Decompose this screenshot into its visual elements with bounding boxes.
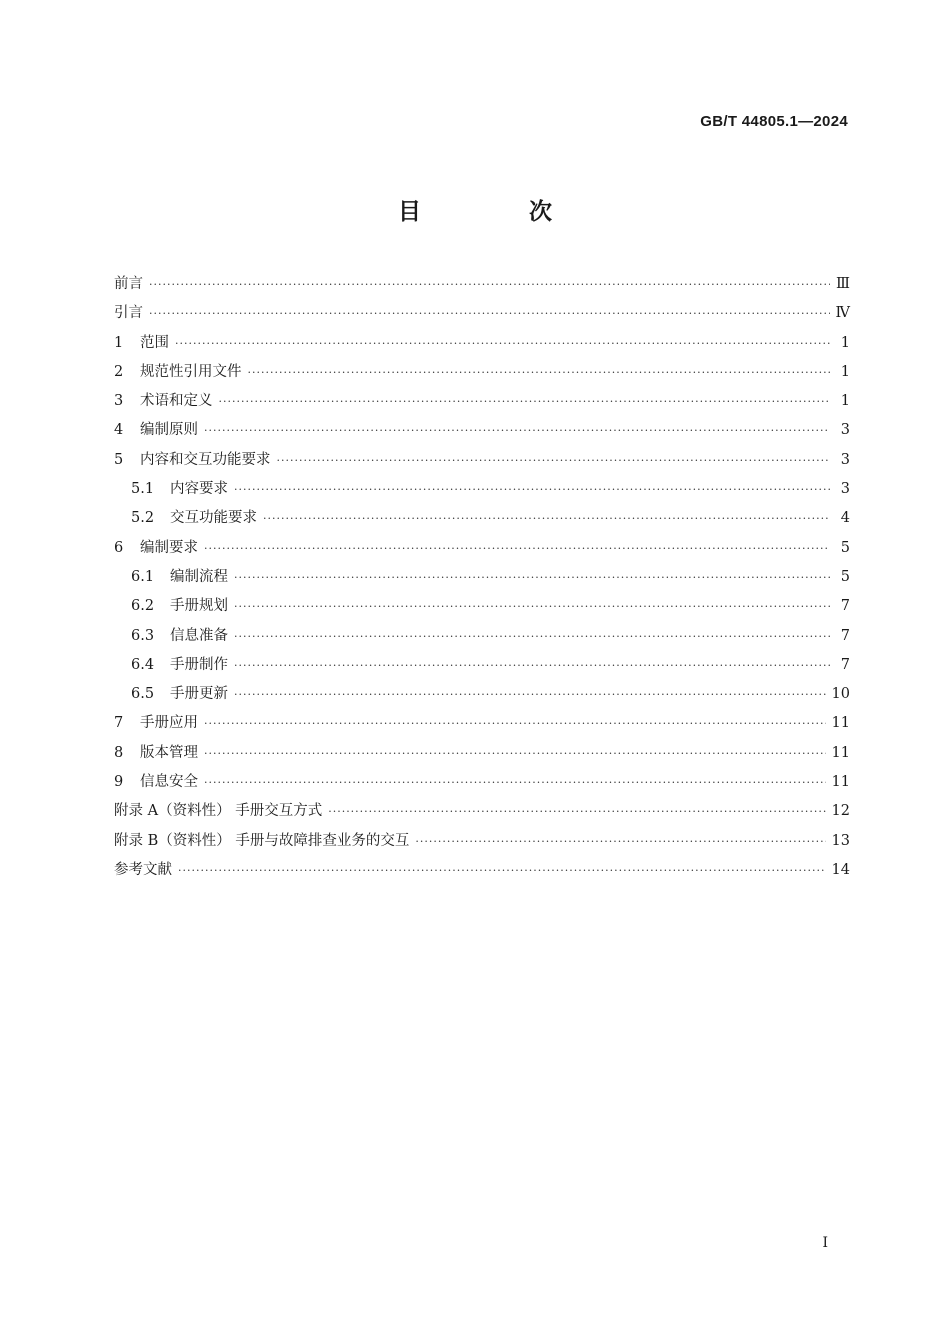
- toc-leader-dots: [263, 504, 830, 533]
- toc-item-6-1[interactable]: [114, 563, 850, 592]
- toc-item-page: 4: [840, 510, 850, 527]
- toc-leader-dots: [234, 475, 830, 504]
- toc-item-appendix-a[interactable]: [114, 797, 850, 826]
- toc-item-label: 交互功能要求: [170, 510, 257, 527]
- toc-leader-dots: [149, 270, 830, 299]
- toc-item-page: 7: [840, 656, 850, 673]
- toc-item-label: 编制流程: [170, 568, 228, 585]
- toc-item-page: 7: [840, 627, 850, 644]
- toc-item-label: 信息安全: [140, 774, 198, 791]
- toc-leader-dots: [175, 329, 830, 358]
- toc-item-6-4[interactable]: [114, 651, 850, 680]
- table-of-contents: [114, 270, 850, 885]
- toc-item-label: 信息准备: [170, 627, 228, 644]
- toc-leader-dots: [219, 387, 831, 416]
- toc-item-page: 12: [831, 803, 850, 820]
- toc-item-page: 10: [831, 686, 850, 703]
- toc-leader-dots: [234, 622, 830, 651]
- toc-leader-dots: [234, 563, 830, 592]
- toc-item-page: 11: [831, 774, 850, 791]
- toc-item-page: 3: [840, 422, 850, 439]
- toc-item-8[interactable]: [114, 739, 850, 768]
- toc-item-label: 附录 A（资料性） 手册交互方式: [114, 803, 323, 820]
- toc-item-1[interactable]: [114, 329, 850, 358]
- toc-leader-dots: [178, 856, 826, 885]
- toc-leader-dots: [204, 739, 826, 768]
- page-title: 目 次: [397, 199, 602, 225]
- toc-leader-dots: [277, 446, 831, 475]
- toc-item-bibliography[interactable]: [114, 856, 850, 885]
- toc-leader-dots: [149, 299, 830, 328]
- toc-item-label: 手册更新: [170, 686, 228, 703]
- toc-item-label: 规范性引用文件: [140, 363, 242, 380]
- toc-item-page: 5: [840, 568, 850, 585]
- page-number: I: [822, 1235, 828, 1251]
- toc-item-label: 内容要求: [170, 481, 228, 498]
- toc-item-6-3[interactable]: [114, 622, 850, 651]
- toc-leader-dots: [204, 709, 826, 738]
- toc-item-number: 5: [114, 451, 124, 468]
- toc-item-page: 11: [831, 715, 850, 732]
- toc-item-label: 内容和交互功能要求: [140, 451, 271, 468]
- toc-leader-dots: [204, 416, 830, 445]
- toc-item-2[interactable]: [114, 358, 850, 387]
- toc-item-page: 14: [831, 861, 850, 878]
- toc-item-label: 手册规划: [170, 598, 228, 615]
- toc-item-number: 2: [114, 363, 124, 380]
- toc-item-label: 术语和定义: [140, 393, 213, 410]
- toc-item-number: 1: [114, 334, 124, 351]
- toc-item-page: Ⅳ: [835, 305, 850, 322]
- toc-item-label: 范围: [140, 334, 169, 351]
- toc-item-number: 6.3: [131, 627, 155, 644]
- toc-item-label: 前言: [114, 276, 143, 292]
- toc-item-introduction[interactable]: [114, 299, 850, 328]
- toc-item-label: 手册制作: [170, 656, 228, 673]
- toc-item-page: 3: [840, 481, 850, 498]
- toc-item-label: 版本管理: [140, 744, 198, 761]
- toc-item-page: 1: [840, 393, 850, 410]
- toc-item-number: 5.1: [131, 481, 155, 498]
- toc-item-label: 编制要求: [140, 539, 198, 556]
- toc-item-3[interactable]: [114, 387, 850, 416]
- toc-item-label: 引言: [114, 305, 143, 322]
- toc-leader-dots: [234, 680, 826, 709]
- toc-item-label: 编制原则: [140, 422, 198, 439]
- toc-item-number: 8: [114, 744, 124, 761]
- toc-item-number: 6.1: [131, 568, 155, 585]
- toc-item-label: 手册应用: [140, 715, 198, 732]
- toc-item-number: 7: [114, 715, 124, 732]
- toc-item-label: 参考文献: [114, 861, 172, 878]
- toc-item-9[interactable]: [114, 768, 850, 797]
- toc-leader-dots: [204, 534, 830, 563]
- toc-item-5[interactable]: [114, 446, 850, 475]
- toc-leader-dots: [234, 651, 830, 680]
- toc-item-page: 5: [840, 539, 850, 556]
- toc-item-5-1[interactable]: [114, 475, 850, 504]
- toc-item-number: 6: [114, 539, 124, 556]
- toc-item-page: 1: [840, 334, 850, 351]
- toc-leader-dots: [234, 592, 830, 621]
- toc-item-page: Ⅲ: [836, 276, 850, 292]
- toc-item-6-5[interactable]: [114, 680, 850, 709]
- toc-item-6[interactable]: [114, 534, 850, 563]
- toc-item-page: 1: [840, 363, 850, 380]
- toc-item-4[interactable]: [114, 416, 850, 445]
- toc-item-foreword[interactable]: [114, 270, 850, 299]
- toc-item-number: 3: [114, 393, 124, 410]
- toc-item-number: 6.2: [131, 598, 155, 615]
- toc-item-number: 4: [114, 422, 124, 439]
- toc-item-page: 3: [840, 451, 850, 468]
- toc-item-label: 附录 B（资料性） 手册与故障排查业务的交互: [114, 832, 410, 849]
- toc-leader-dots: [328, 797, 825, 826]
- toc-leader-dots: [248, 358, 831, 387]
- toc-item-page: 11: [831, 744, 850, 761]
- toc-item-number: 9: [114, 774, 124, 791]
- toc-item-number: 6.5: [131, 686, 155, 703]
- toc-item-number: 6.4: [131, 656, 155, 673]
- toc-item-number: 5.2: [131, 510, 155, 527]
- toc-item-7[interactable]: [114, 709, 850, 738]
- document-code: GB/T 44805.1—2024: [700, 113, 848, 130]
- toc-item-5-2[interactable]: [114, 504, 850, 533]
- toc-leader-dots: [204, 768, 826, 797]
- toc-leader-dots: [415, 827, 825, 856]
- toc-item-page: 7: [840, 598, 850, 615]
- toc-item-page: 13: [831, 832, 850, 849]
- toc-item-6-2[interactable]: [114, 592, 850, 621]
- toc-item-appendix-b[interactable]: [114, 827, 850, 856]
